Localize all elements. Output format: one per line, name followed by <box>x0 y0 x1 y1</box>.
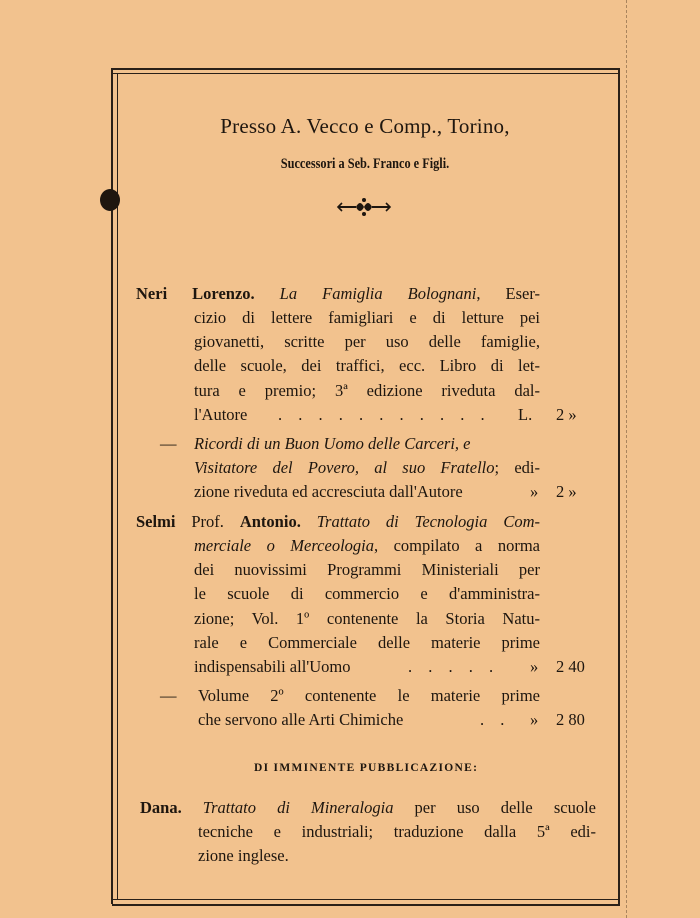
entry-neri-body <box>194 306 577 427</box>
currency: L. <box>518 404 533 424</box>
frame-right-rule <box>618 68 620 904</box>
book-title: La Famiglia Bolognani <box>279 284 477 303</box>
entry-selmi: Selmi Prof. Antonio. Trattato di Tecnologia Com- <box>136 512 540 531</box>
entry-line: Neri Lorenzo. La Famiglia Bolognani, Eser- <box>136 284 540 303</box>
entry-ricordi <box>160 432 540 456</box>
frame-top-rule <box>112 68 620 70</box>
author-name: Selmi <box>136 512 176 531</box>
page-edge <box>626 0 627 918</box>
entry-line: zione; Vol. 1º contenente la Storia Natu- <box>194 608 540 628</box>
entry-neri <box>136 282 540 306</box>
book-title: Trattato di Tecnologia Com- <box>316 512 540 531</box>
entry-price-line: zione riveduta ed accresciuta dall'Autore » 2 » <box>194 480 540 504</box>
entry-line: giovanetti, scritte per uso delle famiglie, <box>194 332 540 352</box>
ornament-icon <box>334 196 394 218</box>
leader-dots: . . . . . . . . . . . <box>278 404 491 424</box>
price: 2 » <box>556 404 577 424</box>
leader-dots: . . . . . <box>408 656 500 676</box>
publisher-line: Presso A. Vecco e Comp., Torino, <box>220 114 510 138</box>
entry-volume2: — Volume 2º contenente le materie prime che servono alle Arti Chimiche . . » 2 80 <box>160 684 540 732</box>
imminent-heading: DI IMMINENTE PUBBLICAZIONE: <box>254 762 479 774</box>
author-name: Dana. <box>140 798 182 817</box>
entry-ricordi-body: Visitatore del Povero, al suo Fratello; edi- zione riveduta ed accresciuta dall'Autore » 2 » <box>194 456 540 504</box>
price: 2 80 <box>556 710 585 730</box>
entry-dana-body <box>198 820 596 868</box>
frame-bottom-rule-inner <box>112 899 620 900</box>
price: 2 40 <box>556 656 585 676</box>
entry-price-line: indispensabili all'Uomo . . . . . » 2 40 <box>194 655 540 679</box>
entry-selmi-body: merciale o Merceologia, compilato a norma dei nuovissimi Programmi Ministeriali per le scuole di commercio e d'amministra- zione; Vol. 1º contenente la Storia Natu- rale e Commerciale delle materie prime indispensabili all'Uomo . . . . . » 2 40 <box>194 534 540 679</box>
successors-line: Successori a Seb. Franco e Figli. <box>280 156 450 172</box>
entry-line: dei nuovissimi Programmi Ministeriali per <box>194 560 540 580</box>
ink-blot <box>100 189 120 211</box>
frame-top-rule-inner <box>112 73 620 74</box>
entry-dash: — <box>160 434 177 453</box>
entry-line: tura e premio; 3ª edizione riveduta dal- <box>194 380 540 400</box>
entry-line: cizio di lettere famigliari e di letture pei <box>194 308 540 327</box>
book-title: Visitatore del Povero, al suo Fratello <box>194 458 495 477</box>
entry-dash: — <box>160 686 177 705</box>
book-title: Ricordi di un Buon Uomo delle Carceri, e <box>194 434 471 453</box>
frame-bottom-rule <box>112 904 620 906</box>
entry-line: rale e Commerciale delle materie prime <box>194 632 540 652</box>
price: 2 » <box>556 482 577 502</box>
entry-price-line: che servono alle Arti Chimiche . . » 2 80 <box>160 708 540 732</box>
leader-dots: . . <box>480 710 511 730</box>
entry-line: zione inglese. <box>198 846 289 866</box>
author-name: Neri Lorenzo. <box>136 284 255 303</box>
book-title: Trattato di Mineralogia <box>202 798 394 817</box>
author-name: Antonio. <box>239 512 301 531</box>
entry-dana: Dana. Trattato di Mineralogia per uso delle scuole <box>140 798 596 817</box>
entry-price-line: l'Autore . . . . . . . . . . . L. 2 » <box>194 403 540 427</box>
entry-line: le scuole di commercio e d'amministra- <box>194 584 540 604</box>
entry-line: delle scuole, dei traffici, ecc. Libro di let- <box>194 356 540 376</box>
entry-line: tecniche e industriali; traduzione dalla 5ª edi- <box>198 822 596 841</box>
book-title: merciale o Merceologia <box>194 536 374 555</box>
